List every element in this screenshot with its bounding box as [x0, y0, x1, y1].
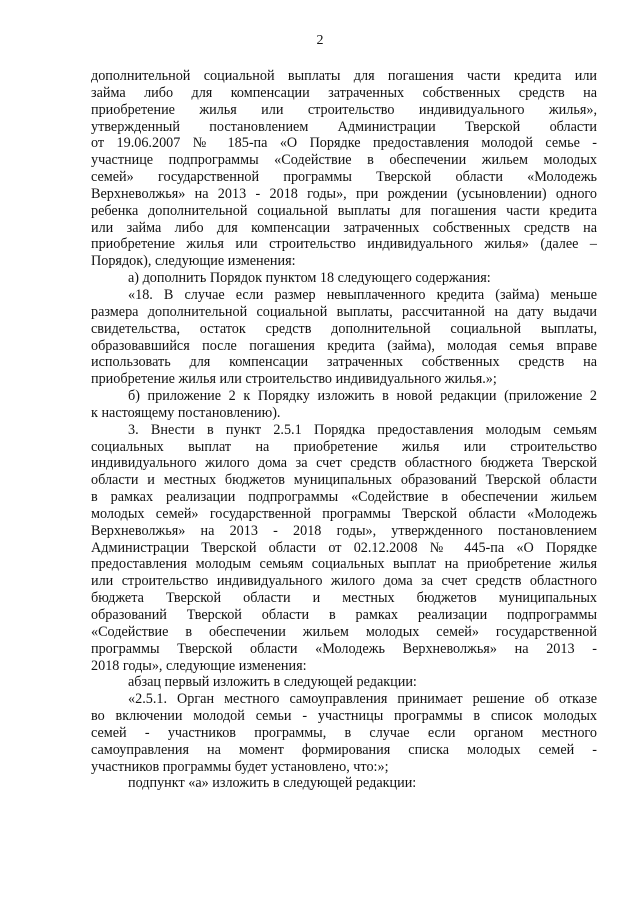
text-line: «2.5.1. Орган местного самоуправления принимает решение об отказе — [128, 691, 597, 708]
text-line: молодых семей» государственной программы Тверской области «Молодежь — [91, 505, 597, 522]
text-line: «Содействие в обеспечении жильем молодых семей» государственной — [91, 623, 597, 640]
text-line: приобретение жилья или строительство индивидуального жилья.»; — [91, 371, 497, 388]
text-line: семей - участников программы, в случае если органом местного — [91, 724, 597, 741]
text-line: 2018 годы», следующие изменения: — [91, 657, 307, 674]
text-line: размера дополнительной социальной выплаты, рассчитанной на дату выдачи — [91, 303, 597, 320]
document-body — [91, 68, 597, 792]
text-line: участнице подпрограммы «Содействие в обеспечении жильем молодых — [91, 152, 597, 169]
text-line: подпункт «а» изложить в следующей редакции: — [128, 775, 417, 792]
text-line: ребенка дополнительной социальной выплаты для погашения части кредита — [91, 202, 597, 219]
text-line: семей» государственной программы Тверской области «Молодежь — [91, 169, 597, 186]
text-line: Верхневолжья» на 2013 - 2018 годы», утвержденного постановлением — [91, 522, 597, 539]
text-line: 3. Внести в пункт 2.5.1 Порядка предоставления молодым семьям — [128, 421, 597, 438]
text-line: самоуправления на момент формирования списка молодых семей - — [91, 741, 597, 758]
text-line: займа либо для компенсации затраченных собственных средств на — [91, 84, 597, 101]
text-line: Верхневолжья» на 2013 - 2018 годы», при рождении (усыновлении) одного — [91, 185, 597, 202]
text-line: использовать для компенсации затраченных собственных средств на — [91, 354, 597, 371]
text-line: приобретение жилья или строительство индивидуального жилья» (далее – — [91, 236, 597, 253]
text-line: участников программы будет установлено, что:»; — [91, 758, 389, 775]
text-line: в рамках реализации подпрограммы «Содействие в обеспечении жильем — [91, 489, 597, 506]
text-line: а) дополнить Порядок пунктом 18 следующего содержания: — [128, 270, 491, 287]
text-line: от 19.06.2007 № 185-па «О Порядке предоставления молодой семье - — [91, 135, 597, 152]
text-line: или займа либо для компенсации затраченных собственных средств на — [91, 219, 597, 236]
text-line: дополнительной социальной выплаты для погашения части кредита или — [91, 68, 597, 84]
text-line: индивидуального жилого дома за счет средств областного бюджета Тверской — [91, 455, 597, 472]
page-number: 2 — [316, 33, 324, 48]
text-line: к настоящему постановлению). — [91, 404, 281, 421]
text-line: б) приложение 2 к Порядку изложить в новой редакции (приложение 2 — [128, 388, 597, 405]
text-line: во включении молодой семьи - участницы программы в список молодых — [91, 708, 597, 725]
text-line: «18. В случае если размер невыплаченного кредита (займа) меньше — [128, 286, 597, 303]
text-line: программы Тверской области «Молодежь Верхневолжья» на 2013 - — [91, 640, 597, 657]
text-line: свидетельства, остаток средств дополнительной социальной выплаты, — [91, 320, 597, 337]
text-line: или строительство индивидуального жилого дома за счет средств областного — [91, 573, 597, 590]
text-line: социальных выплат на приобретение жилья или строительство — [91, 438, 597, 455]
text-line: утвержденный постановлением Администрации Тверской области — [91, 118, 597, 135]
text-line: Порядок), следующие изменения: — [91, 253, 296, 270]
text-line: приобретение жилья или строительство индивидуального жилья», — [91, 101, 597, 118]
text-line: области и местных бюджетов муниципальных образований Тверской области — [91, 472, 597, 489]
text-line: предоставления молодым семьям социальных выплат на приобретение жилья — [91, 556, 597, 573]
text-line: образований Тверской области в рамках реализации подпрограммы — [91, 607, 597, 623]
text-line: абзац первый изложить в следующей редакции: — [128, 674, 417, 691]
text-line: Администрации Тверской области от 02.12.2008 № 445-па «О Порядке — [91, 539, 597, 556]
text-line: бюджета Тверской области и местных бюджетов муниципальных — [91, 590, 597, 607]
text-line: образовавшийся после погашения кредита (займа), молодая семья вправе — [91, 337, 597, 354]
